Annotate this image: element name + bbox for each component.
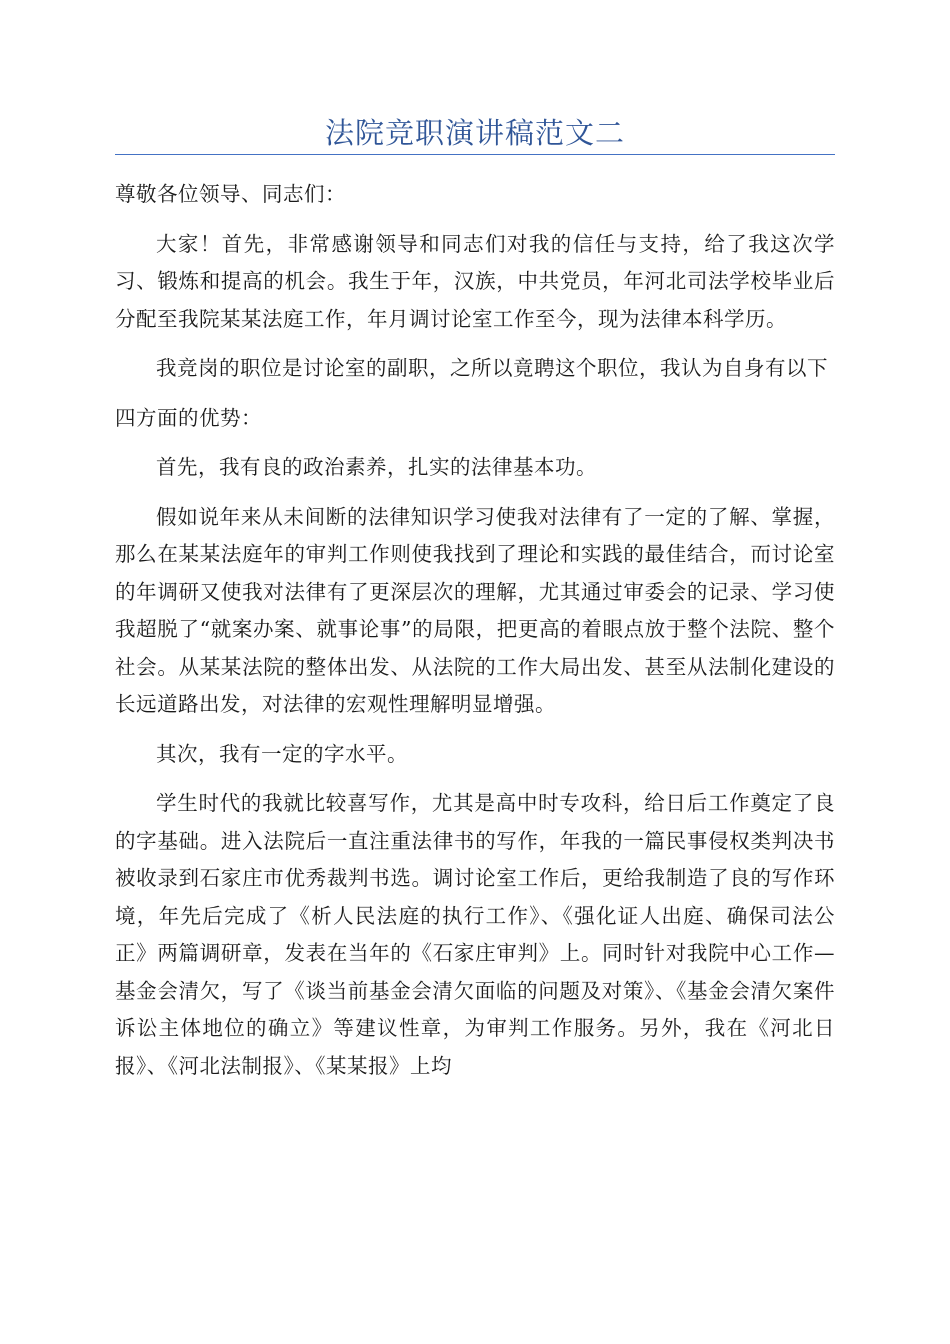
document-title: 法院竞职演讲稿范文二 xyxy=(324,116,625,150)
paragraph: 四方面的优势： xyxy=(115,405,262,430)
paragraph: 其次，我有一定的字水平。 xyxy=(156,741,408,766)
title-underline xyxy=(115,154,835,155)
paragraph: 我竞岗的职位是讨论室的副职，之所以竟聘这个职位，我认为自身有以下 xyxy=(156,356,828,380)
paragraph: 学生时代的我就比较喜写作，尤其是高中时专攻科，给日后工作奠定了良的字基础。进入法院后一直注重法律书的写作，年我的一篇民事侵权类判决书被收录到石家庄市优秀裁判书选。调讨论室工作后，更给我制造了良的写作环境，年先后完成了《析人民法庭的执行工作》、《强化证人出庭、确保司法公正》两篇调研章，发表在当年的《石家庄审判》上。同时针对我院中心工作—基金会清欠，写了《谈当前基金会清欠面临的问题及对策》、《基金会清欠案件诉讼主体地位的确立》等建议性章，为审判工作服务。另外，我在《河北日报》、《河北法制报》、《某某报》上均 xyxy=(115,791,835,1078)
paragraph: 首先，我有良的政治素养，扎实的法律基本功。 xyxy=(156,455,597,479)
document-body xyxy=(115,176,835,1097)
paragraph: 大家！首先，非常感谢领导和同志们对我的信任与支持，给了我这次学习、锻炼和提高的机会。我生于年，汉族，中共党员，年河北司法学校毕业后分配至我院某某法庭工作，年月调讨论室工作至今，现为法律本科学历。 xyxy=(115,231,835,331)
paragraph: 尊敬各位领导、同志们： xyxy=(115,182,346,206)
paragraph: 假如说年来从未间断的法律知识学习使我对法律有了一定的了解、掌握，那么在某某法庭年的审判工作则使我找到了理论和实践的最佳结合，而讨论室的年调研又使我对法律有了更深层次的理解，尤其通过审委会的记录、学习使我超脱了“就案办案、就事论事”的局限，把更高的着眼点放于整个法院、整个社会。从某某法院的整体出发、从法院的工作大局出发、甚至从法制化建设的长远道路出发，对法律的宏观性理解明显增强。 xyxy=(115,504,835,716)
